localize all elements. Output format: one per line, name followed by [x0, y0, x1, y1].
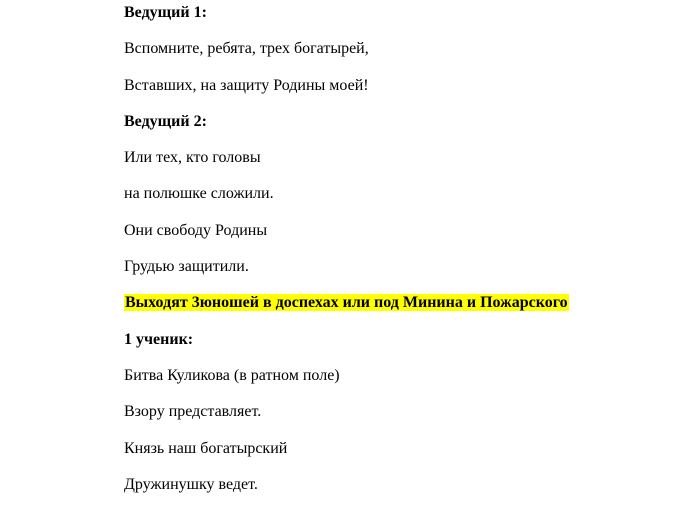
- line-text: Вспомните, ребята, трех богатырей,: [124, 40, 369, 58]
- line-text: на полюшке сложили.: [124, 185, 274, 203]
- line-text: Ведущий 1:: [124, 4, 207, 21]
- line-text: Они свободу Родины: [124, 221, 268, 239]
- highlighted-text: Выходят 3юношей в доспехах или под Минина и Пожарского: [125, 294, 568, 312]
- verse-line: [124, 183, 569, 219]
- verse-line: [124, 401, 569, 437]
- line-text: 1 ученик:: [124, 330, 194, 348]
- line-text: Грудью защитили.: [124, 258, 249, 276]
- verse-line: [124, 474, 569, 510]
- verse-line: [124, 256, 569, 292]
- verse-line: [124, 220, 569, 256]
- stage-direction: [124, 292, 569, 328]
- speaker-label-host-2: [124, 111, 569, 147]
- line-text: Или тех, кто головы: [124, 149, 261, 167]
- line-text: Битва Куликова (в ратном поле): [124, 366, 340, 384]
- line-text: Взору представляет.: [124, 403, 262, 421]
- line-text: Князь наш богатырский: [124, 439, 288, 457]
- verse-line: [124, 365, 569, 401]
- verse-line: [124, 38, 569, 74]
- verse-line: [124, 147, 569, 183]
- line-text: Ведущий 2:: [124, 112, 207, 130]
- speaker-label-host-1: [124, 2, 569, 38]
- speaker-label-student-1: [124, 329, 569, 365]
- document-body: [124, 2, 569, 510]
- line-text: Дружинушку ведет.: [124, 475, 258, 493]
- verse-line: [124, 438, 569, 474]
- verse-line: [124, 75, 569, 111]
- line-text: Вставших, на защиту Родины моей!: [124, 76, 369, 94]
